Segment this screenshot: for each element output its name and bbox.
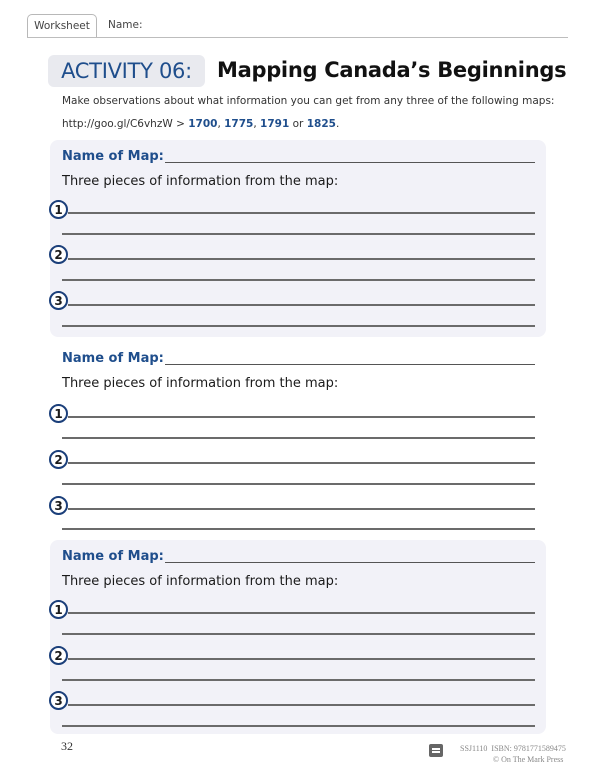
separator: , xyxy=(253,118,261,130)
map-links xyxy=(62,118,339,130)
section-prompt: Three pieces of information from the map: xyxy=(62,376,339,391)
number-circle-1: 1 xyxy=(49,404,68,423)
name-of-map-input-line[interactable] xyxy=(165,364,535,365)
number-circle-1: 1 xyxy=(49,200,68,219)
answer-line[interactable] xyxy=(62,679,535,681)
section-prompt: Three pieces of information from the map: xyxy=(62,574,339,589)
name-label: Name: xyxy=(108,19,143,31)
worksheet-tab: Worksheet xyxy=(27,14,97,37)
year-link-1791[interactable]: 1791 xyxy=(260,118,290,130)
name-of-map-input-line[interactable] xyxy=(165,562,535,563)
answer-line[interactable] xyxy=(68,212,535,214)
number-circle-3: 3 xyxy=(49,496,68,515)
answer-line[interactable] xyxy=(62,325,535,327)
name-of-map-label: Name of Map: xyxy=(62,351,164,366)
separator: or xyxy=(289,118,307,130)
separator: , xyxy=(217,118,225,130)
year-link-1825[interactable]: 1825 xyxy=(306,118,336,130)
answer-line[interactable] xyxy=(68,304,535,306)
product-code xyxy=(460,744,566,753)
url-text[interactable]: http://goo.gl/C6vhzW > xyxy=(62,118,189,130)
section-prompt: Three pieces of information from the map: xyxy=(62,174,339,189)
page-title: Mapping Canada’s Beginnings xyxy=(217,58,567,82)
answer-line[interactable] xyxy=(62,279,535,281)
page-number: 32 xyxy=(61,739,73,753)
answer-line[interactable] xyxy=(68,704,535,706)
code: SSJ1110 xyxy=(460,744,488,753)
publisher-logo-icon xyxy=(429,744,443,757)
answer-line[interactable] xyxy=(68,462,535,464)
answer-line[interactable] xyxy=(68,612,535,614)
map-section-1-background xyxy=(50,140,546,337)
answer-line[interactable] xyxy=(68,658,535,660)
answer-line[interactable] xyxy=(62,483,535,485)
answer-line[interactable] xyxy=(62,633,535,635)
answer-line[interactable] xyxy=(68,508,535,510)
answer-line[interactable] xyxy=(62,725,535,727)
isbn: ISBN: 9781771589475 xyxy=(491,744,566,753)
name-of-map-label: Name of Map: xyxy=(62,549,164,564)
number-circle-2: 2 xyxy=(49,450,68,469)
number-circle-1: 1 xyxy=(49,600,68,619)
name-of-map-label: Name of Map: xyxy=(62,149,164,164)
answer-line[interactable] xyxy=(68,258,535,260)
answer-line[interactable] xyxy=(62,233,535,235)
answer-line[interactable] xyxy=(68,416,535,418)
number-circle-2: 2 xyxy=(49,245,68,264)
header-divider xyxy=(27,37,568,38)
copyright: © On The Mark Press xyxy=(493,755,564,764)
year-link-1700[interactable]: 1700 xyxy=(188,118,218,130)
answer-line[interactable] xyxy=(62,437,535,439)
year-link-1775[interactable]: 1775 xyxy=(224,118,254,130)
name-of-map-input-line[interactable] xyxy=(165,162,535,163)
instructions-text: Make observations about what information you can get from any three of the following maps: xyxy=(62,95,555,107)
answer-line[interactable] xyxy=(62,528,535,530)
period: . xyxy=(335,118,340,130)
number-circle-3: 3 xyxy=(49,691,68,710)
number-circle-2: 2 xyxy=(49,646,68,665)
number-circle-3: 3 xyxy=(49,291,68,310)
activity-number: ACTIVITY 06: xyxy=(48,55,205,87)
